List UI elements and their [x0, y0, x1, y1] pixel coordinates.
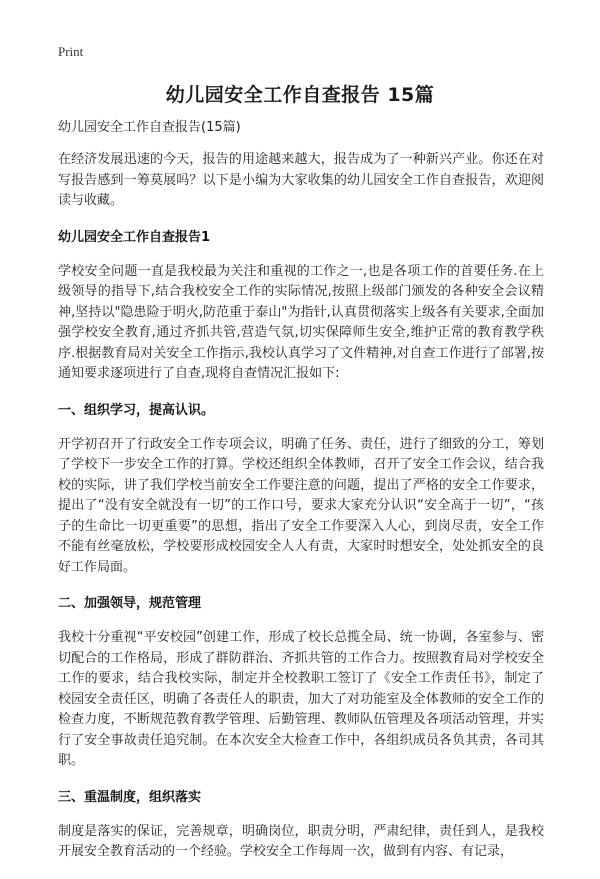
section1-heading: 一、组织学习，提高认识。	[58, 402, 215, 418]
section2-heading: 二、加强领导，规范管理	[58, 596, 202, 611]
document-body	[58, 118, 544, 879]
section3-heading: 三、重温制度，组织落实	[58, 789, 202, 805]
print-link[interactable]: Print	[58, 44, 84, 59]
intro-paragraph: 在经济发展迅速的今天，报告的用途越来越大，报告成为了一种新兴产业。你还在对写报告感到一筹莫展吗？以下是小编为大家收集的幼儿园安全工作自查报告，欢迎阅读与收藏。	[58, 152, 544, 208]
page-title: 幼儿园安全工作自查报告 15篇	[165, 84, 435, 106]
report1-heading: 幼儿园安全工作自查报告1	[58, 229, 211, 245]
section3-paragraph: 制度是落实的保证，完善规章，明确岗位，职责分明，严肃纪律，责任到人，是我校开展安全教育活动的一个经验。学校安全工作每周一次，做到有内容、有记录，	[58, 823, 544, 859]
document-subtitle: 幼儿园安全工作自查报告(15篇)	[58, 120, 241, 135]
section2-paragraph: 我校十分重视“平安校园”创建工作，形成了校长总揽全局、统一协调，各室参与、密切配合的工作格局，形成了群防群治、齐抓共管的工作合力。按照教育局对学校安全工作的要求，结合我校实际，制定并全校教职工签订了《安全工作责任书》，制定了校园安全责任区，明确了各责任人的职责，加大了对功能室及全体教师的安全工作的检查力度，不断规范教育教学管理、后勤管理、教师队伍管理及各项活动管理，并实行了安全事故责任追究制。在本次安全大检查工作中，各组织成员各负其责，各司其职。	[58, 630, 544, 768]
section1-paragraph: 开学初召开了行政安全工作专项会议，明确了任务、责任，进行了细致的分工，筹划了学校下一步安全工作的打算。学校还组织全体教师，召开了安全工作会议，结合我校的实际，讲了我们学校当前安全工作要注意的问题，提出了严格的安全工作要求，提出了“没有安全就没有一切”的工作口号，要求大家充分认识“安全高于一切”，“孩子的生命比一切更重要”的思想，指出了安全工作要深入人心，到岗尽责，安全工作不能有丝毫放松，学校要形成校园安全人人有责，大家时时想安全，处处抓安全的良好工作局面。	[58, 436, 544, 575]
report1-paragraph: 学校安全问题一直是我校最为关注和重视的工作之一,也是各项工作的首要任务.在上级领导的指导下,结合我校安全工作的实际情况,按照上级部门颁发的各种安全会议精神,坚持以"隐患险于明火,防范重于泰山"为指针,认真贯彻落实上级各有关要求,全面加强学校安全教育,通过齐抓共管,营造气氛,切实保障师生安全,维护正常的教育教学秩序.根据教育局对关安全工作指示,我校认真学习了文件精神,对自查工作进行了部署,按通知要求逐项进行了自查,现将自查情况汇报如下:	[58, 263, 544, 381]
